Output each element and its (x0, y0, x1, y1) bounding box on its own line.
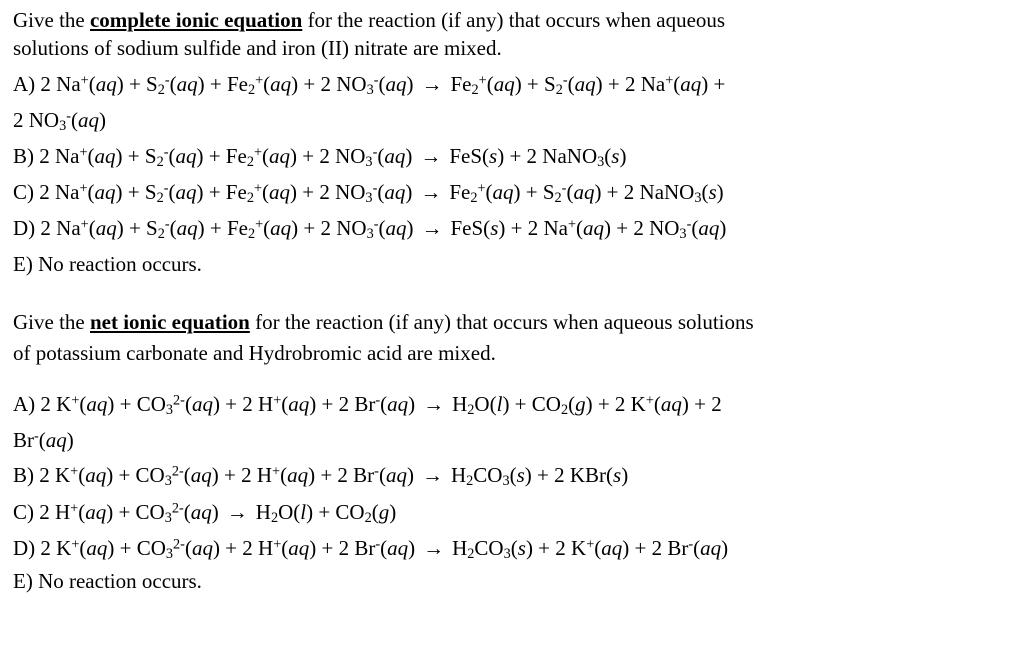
q2-prompt-end: for the reaction (if any) that occurs when aqueous solutions (249, 310, 754, 334)
q2-option-c-reactants: 2 $H^+(aq) + CO_3^{2-}(aq)$ (39, 500, 219, 527)
q2-option-d-reactants: 2 $K^+(aq) + CO_3^{2-}(aq) + 2$ H+(aq) + 2 Br-(aq) (40, 536, 416, 563)
q2-option-d[interactable] (13, 536, 729, 563)
reaction-arrow-icon: → (423, 392, 445, 416)
q1-option-a-label: A) (13, 72, 36, 96)
q2-prompt-emphasis: net ionic equation (89, 310, 250, 334)
reaction-arrow-icon: → (421, 463, 443, 487)
q2-option-b-products: $H_2CO_3(s) + 2$ KBr(s) (450, 463, 629, 490)
q1-prompt-line2: solutions of sodium sulfide and iron (II) nitrate are mixed. (13, 36, 502, 60)
q1-option-b[interactable] (13, 144, 627, 171)
q2-option-e-text: No reaction occurs. (38, 569, 202, 593)
q2-option-d-products: $H_2CO_3(s) + 2$ K+(aq) + 2 Br-(aq) (452, 536, 729, 563)
q1-option-d-label: D) (13, 216, 36, 240)
q2-option-a-continuation-text: Br-(aq) (13, 428, 74, 452)
q1-option-b-products: FeS(s) + 2 NaNO$_3$(s) (449, 144, 627, 171)
q1-prompt (13, 8, 725, 32)
q2-option-e[interactable] (13, 569, 202, 593)
q1-option-d-products: FeS(s) + 2 Na+(aq) + 2 $NO_3^-(aq)$ (450, 216, 727, 243)
reaction-arrow-icon: → (421, 216, 443, 240)
q2-option-a-continuation (13, 428, 74, 452)
reaction-arrow-icon: → (421, 72, 443, 96)
q1-option-e[interactable] (13, 252, 202, 276)
reaction-arrow-icon: → (420, 180, 442, 204)
q1-option-e-text: No reaction occurs. (38, 252, 202, 276)
q2-option-d-label: D) (13, 536, 36, 560)
q2-option-e-label: E) (13, 569, 33, 593)
q2-option-c[interactable] (13, 500, 397, 527)
q2-option-a[interactable] (13, 392, 722, 419)
q1-option-c-reactants: 2 $Na^+(aq) + S_2^-(aq) + Fe_2^+(aq) + 2$ $NO_3^-(aq)$ (39, 180, 413, 207)
q2-option-b-reactants: 2 $K^+(aq) + CO_3^{2-}(aq) + 2$ H+(aq) + 2 Br-(aq) (39, 463, 414, 490)
q1-option-c[interactable] (13, 180, 724, 207)
q2-option-c-label: C) (13, 500, 34, 524)
q1-option-c-products: $Fe_2^+(aq) + S_2^-(aq) + 2$ NaNO$_3$(s) (449, 180, 724, 207)
q1-option-e-label: E) (13, 252, 33, 276)
q2-option-a-label: A) (13, 392, 36, 416)
q2-prompt-line2: of potassium carbonate and Hydrobromic acid are mixed. (13, 341, 496, 365)
q1-option-a-products: $Fe_2^+(aq) + S_2^-(aq) + 2$ Na+(aq) + (450, 72, 726, 99)
q1-option-a[interactable] (13, 72, 726, 99)
q1-option-a-continuation-text: 2 $NO_3^-(aq)$ (13, 108, 106, 135)
q1-option-b-reactants: 2 $Na^+(aq) + S_2^-(aq) + Fe_2^+(aq) + 2$ $NO_3^-(aq)$ (39, 144, 413, 171)
reaction-arrow-icon: → (226, 500, 248, 524)
q1-option-a-reactants: 2 $Na^+(aq) + S_2^-(aq) + Fe_2^+(aq) + 2$ $NO_3^-(aq)$ (40, 72, 414, 99)
q2-option-a-products: $H_2O(l) + CO_2(g) + 2$ K+(aq) + 2 (452, 392, 722, 419)
q1-prompt-end: for the reaction (if any) that occurs when aqueous (302, 8, 726, 32)
reaction-arrow-icon: → (420, 144, 442, 168)
q1-prompt-start: Give the (13, 8, 90, 32)
q2-option-b[interactable] (13, 463, 629, 490)
q2-prompt-start: Give the (13, 310, 90, 334)
reaction-arrow-icon: → (423, 536, 445, 560)
q2-option-b-label: B) (13, 463, 34, 487)
q1-prompt-emphasis: complete ionic equation (89, 8, 303, 32)
q2-option-a-reactants: 2 $K^+(aq) + CO_3^{2-}(aq) + 2$ H+(aq) + 2 Br-(aq) (40, 392, 416, 419)
q1-option-b-label: B) (13, 144, 34, 168)
q1-option-d-reactants: 2 $Na^+(aq) + S_2^-(aq) + Fe_2^+(aq) + 2$ $NO_3^-(aq)$ (40, 216, 414, 243)
q1-option-c-label: C) (13, 180, 34, 204)
q2-prompt (13, 310, 754, 334)
q1-option-d[interactable] (13, 216, 727, 243)
q2-option-c-products: $H_2O(l) + CO_2(g)$ (255, 500, 397, 527)
q1-option-a-continuation (13, 108, 106, 135)
